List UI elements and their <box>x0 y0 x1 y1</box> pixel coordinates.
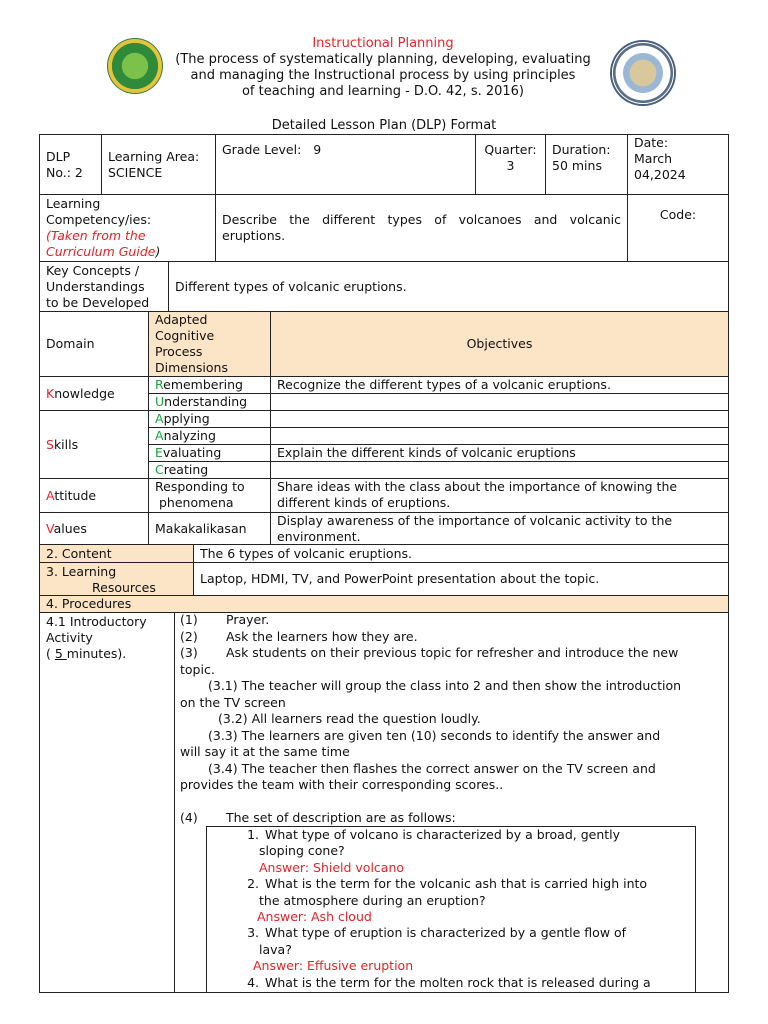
resources-text-cell <box>193 562 729 596</box>
applying-initial: A <box>155 411 164 426</box>
question-2-number: 2. <box>247 876 259 892</box>
attitude-rest: ttitude <box>54 487 97 503</box>
dim-analyzing-cell <box>148 427 271 445</box>
format-title: Detailed Lesson Plan (DLP) Format <box>271 118 497 133</box>
values-domain-cell <box>39 512 149 545</box>
procedure-step-2 <box>180 629 728 646</box>
school-seal-icon <box>612 42 674 104</box>
content-label: 2. Content <box>46 546 112 561</box>
knowledge-rest: nowledge <box>54 385 115 401</box>
attitude-domain <box>46 488 96 504</box>
skills-rest: kills <box>53 436 79 452</box>
competency-text: Describe the different types of volcanoes and volcanic eruptions. <box>222 212 621 243</box>
analyzing-initial: A <box>155 428 164 443</box>
answer-3: Answer: Effusive eruption <box>253 958 414 974</box>
document-header <box>160 36 606 100</box>
substep-3-3-line-1: (3.3) The learners are given ten (10) seconds to identify the answer and <box>208 727 661 743</box>
dim-applying-cell <box>148 410 271 428</box>
competency-label-2: Competency/ies: <box>46 212 152 227</box>
competency-note-1: (Taken from the <box>46 228 146 243</box>
objective-attitude-line-1: Share ideas with the class about the importance of knowing the <box>277 479 678 494</box>
step-1-text: Prayer. <box>226 612 270 627</box>
dlp-number-cell <box>39 134 102 195</box>
objectives-header: Objectives <box>466 336 533 351</box>
procedure-step-4 <box>180 810 728 827</box>
question-1-text-2: sloping cone? <box>259 843 345 859</box>
remembering-initial: R <box>155 377 164 392</box>
dim-makakalikasan-cell <box>148 512 271 545</box>
question-1 <box>235 827 687 843</box>
objective-creating-cell <box>270 461 729 479</box>
date-cell <box>627 134 729 195</box>
answer-1: Answer: Shield volcano <box>259 859 405 875</box>
attitude-initial: A <box>46 487 55 503</box>
competency-label-1: Learning <box>46 196 101 211</box>
learning-area-label: Learning Area: <box>108 149 200 164</box>
substep-3-4-line-2: provides the team with their corresponding scores.. <box>180 777 504 792</box>
makakalikasan: Makakalikasan <box>155 520 247 536</box>
intro-line-1: 4.1 Introductory <box>46 614 147 629</box>
adapted-header-3: Process <box>155 344 203 359</box>
procedure-step-1 <box>180 612 728 629</box>
resources-label-2: Resources <box>92 580 156 595</box>
quarter-cell <box>475 134 546 195</box>
substep-3-2: (3.2) All learners read the question loudly. <box>218 711 481 726</box>
date-label: Date: <box>634 135 669 150</box>
competency-note-close: ) <box>155 244 161 259</box>
concepts-label-3: to be Developed <box>46 295 150 310</box>
step-4-number: (4) <box>180 810 198 825</box>
curriculum-guide-text: Curriculum Guide <box>46 244 156 259</box>
dlp-number: No.: 2 <box>46 165 83 180</box>
procedure-steps <box>180 612 728 827</box>
quarter-value: 3 <box>506 158 515 173</box>
creating-rest: reating <box>163 462 209 477</box>
question-1-text-1: What type of volcano is characterized by a broad, gently <box>265 827 621 842</box>
header-line-3: of teaching and learning - D.O. 42, s. 2016) <box>241 84 525 99</box>
competency-text-cell <box>215 194 628 262</box>
dim-evaluating-cell <box>148 444 271 462</box>
learning-area-value: SCIENCE <box>108 165 163 180</box>
adapted-header-4: Dimensions <box>155 360 228 375</box>
question-2-text-2: the atmosphere during an eruption? <box>259 892 486 908</box>
objective-evaluating-cell <box>270 444 729 462</box>
objective-values-cell <box>270 512 729 545</box>
duration-cell <box>545 134 628 195</box>
code-cell <box>627 194 729 262</box>
concepts-label-cell <box>39 261 169 312</box>
understanding-rest: nderstanding <box>164 394 248 409</box>
domain-header: Domain <box>46 336 95 351</box>
content-label-cell <box>39 544 194 563</box>
objective-attitude-cell <box>270 478 729 513</box>
applying-rest: pplying <box>163 411 210 426</box>
skills-domain <box>46 437 78 453</box>
step-4-text: The set of description are as follows: <box>226 810 456 825</box>
content-text: The 6 types of volcanic eruptions. <box>200 546 412 561</box>
question-3-text-2: lava? <box>259 941 292 957</box>
competency-note-2 <box>46 244 209 260</box>
understanding-initial: U <box>155 394 165 409</box>
question-3 <box>235 925 687 941</box>
date-value-line-2: 04,2024 <box>634 167 686 182</box>
substep-3-3-line-2: will say it at the same time <box>180 744 350 759</box>
step-3-text: Ask students on their previous topic for refresher and introduce the new <box>226 645 679 660</box>
competency-label-cell <box>39 194 216 262</box>
step-2-text: Ask the learners how they are. <box>226 628 418 644</box>
question-2-text-1: What is the term for the volcanic ash that is carried high into <box>265 876 648 892</box>
question-1-number: 1. <box>247 827 259 842</box>
resources-text: Laptop, HDMI, TV, and PowerPoint presentation about the topic. <box>200 571 600 586</box>
responding-line-1: Responding to <box>155 479 245 494</box>
adapted-header-2: Cognitive <box>155 328 215 343</box>
attitude-domain-cell <box>39 478 149 513</box>
objective-evaluating: Explain the different kinds of volcanic eruptions <box>277 445 576 460</box>
objectives-header-cell <box>270 311 729 377</box>
objective-remembering-cell <box>270 376 729 394</box>
procedure-step-3 <box>180 645 728 662</box>
learning-area-cell <box>101 134 216 195</box>
evaluating-initial: E <box>155 445 163 460</box>
dim-understanding-cell <box>148 393 271 411</box>
adapted-header-1: Adapted <box>155 312 208 327</box>
skills-domain-cell <box>39 410 149 479</box>
values-rest: alues <box>53 520 87 536</box>
skills-initial: S <box>46 436 54 452</box>
objective-applying-cell <box>270 410 729 428</box>
content-text-cell <box>193 544 729 563</box>
resources-label-1: 3. Learning <box>46 564 117 579</box>
question-4-text-1: What is the term for the molten rock that is released during a <box>265 974 651 990</box>
knowledge-domain-cell <box>39 376 149 411</box>
substep-3-1-line-1: (3.1) The teacher will group the class into 2 and then show the introduction <box>208 678 682 693</box>
adapted-header-cell <box>148 311 271 377</box>
substep-3-1-line-2: on the TV screen <box>180 694 286 710</box>
knowledge-domain <box>46 386 115 402</box>
intro-minutes-value: 5 <box>54 646 67 661</box>
intro-line-2: Activity <box>46 630 93 645</box>
remembering-rest: emembering <box>163 377 243 392</box>
code-label: Code: <box>659 207 697 222</box>
concepts-label-2: Understandings <box>46 279 145 294</box>
intro-activity-cell <box>39 612 175 993</box>
question-4 <box>235 975 687 991</box>
duration-value: 50 mins <box>552 158 602 173</box>
question-box <box>206 826 696 992</box>
analyzing-rest: nalyzing <box>163 428 216 443</box>
creating-initial: C <box>155 462 164 477</box>
objective-remembering: Recognize the different types of a volcanic eruptions. <box>277 377 611 392</box>
values-initial: V <box>46 520 54 536</box>
knowledge-initial: K <box>46 385 55 401</box>
question-4-number: 4. <box>247 974 259 990</box>
question-3-number: 3. <box>247 925 259 941</box>
objective-analyzing-cell <box>270 427 729 445</box>
step-1-number: (1) <box>180 612 198 627</box>
question-2 <box>235 876 687 892</box>
step-3-topic: topic. <box>180 661 215 677</box>
procedures-header-cell <box>39 595 729 613</box>
grade-level-cell <box>215 134 476 195</box>
header-line-2: and managing the Instructional process by using principles <box>190 68 576 83</box>
question-3-text-1: What type of eruption is characterized by a gentle flow of <box>265 925 627 941</box>
objective-values-line-1: Display awareness of the importance of volcanic activity to the <box>277 513 673 528</box>
domain-header-cell <box>39 311 149 377</box>
resources-label-cell <box>39 562 194 596</box>
step-3-number: (3) <box>180 645 198 660</box>
dim-creating-cell <box>148 461 271 479</box>
dlp-label: DLP <box>46 149 71 164</box>
concepts-label-1: Key Concepts / <box>46 263 140 278</box>
dim-remembering-cell <box>148 376 271 394</box>
step-2-number: (2) <box>180 628 198 644</box>
objective-values-line-2: environment. <box>277 529 361 544</box>
values-domain <box>46 521 87 537</box>
header-line-1: (The process of systematically planning, developing, evaluating <box>175 52 591 67</box>
intro-minutes-label: minutes). <box>66 646 127 661</box>
intro-line-3 <box>46 646 168 662</box>
objective-attitude-line-2: different kinds of eruptions. <box>277 495 451 510</box>
responding-line-2: phenomena <box>159 495 234 510</box>
grade-level: Grade Level: 9 <box>222 142 322 157</box>
date-value-line-1: March <box>634 151 673 166</box>
answer-2: Answer: Ash cloud <box>257 909 372 925</box>
concepts-text: Different types of volcanic eruptions. <box>175 278 407 294</box>
dim-responding-cell <box>148 478 271 513</box>
duration-label: Duration: <box>552 142 611 157</box>
header-title: Instructional Planning <box>312 36 454 51</box>
intro-paren: ( <box>46 646 55 661</box>
substep-3-4-line-1: (3.4) The teacher then flashes the correct answer on the TV screen and <box>208 760 656 776</box>
concepts-text-cell <box>168 261 729 312</box>
evaluating-rest: valuating <box>162 445 222 460</box>
quarter-label: Quarter: <box>484 142 537 157</box>
procedures-label: 4. Procedures <box>46 596 132 611</box>
objective-understanding-cell <box>270 393 729 411</box>
division-seal-icon <box>108 39 162 93</box>
